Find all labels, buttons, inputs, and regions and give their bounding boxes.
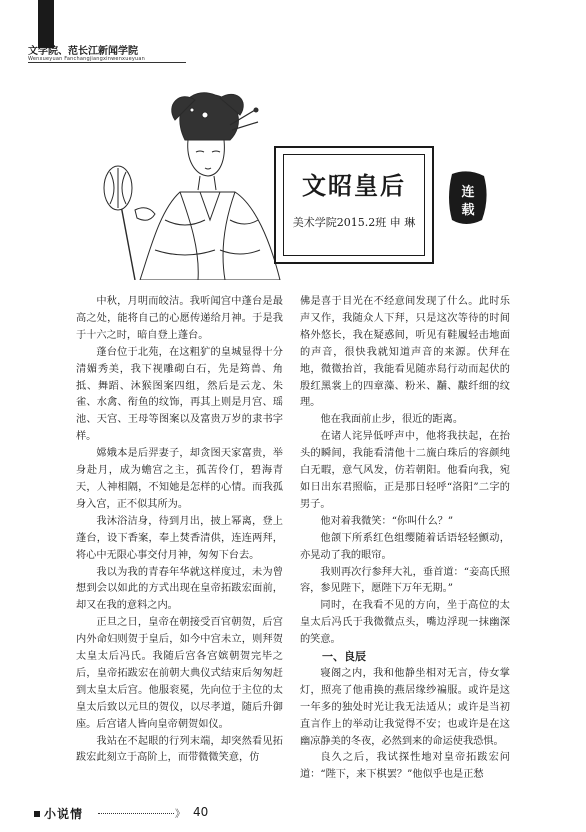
header-rule — [28, 62, 186, 63]
paragraph: 寝阁之内，我和他静坐相对无言，侍女掌灯，照亮了他甫换的燕居缘纱褊服。或许是这一年多的独处时光让我无法适从；或许是当初直言作上的举动让我觉得不安；也或许是在这幽凉静美的冬夜，必然到来的命运使我恐惧。 — [300, 667, 510, 747]
article-body-right — [300, 294, 510, 784]
paragraph: 嫦娥本是后羿妻子，却贪图天家富贵，举身赴月，成为蟾宫之主，孤苦伶仃，碧海青天，人神相隔，不知她是怎样的心情。而我孤身入宫，正不似其所为。 — [76, 448, 283, 510]
page-number: 40 — [193, 805, 209, 819]
magazine-name: 小说情 — [44, 807, 84, 821]
paragraph: 他在我面前止步，很近的距离。 — [320, 414, 464, 426]
paragraph: 在诸人诧异低呼声中，他将我扶起，在抬头的瞬间，我能看清他十二旒白珠后的容颜纯白无暇，意气风发，仿若朝阳。他看向我，宛如日出东君照临，正是那日轻呼“洛阳”二字的男子。 — [300, 431, 510, 510]
article-byline: 美术学院2015.2班 申 琳 — [292, 216, 416, 229]
article-title: 文昭皇后 — [302, 172, 406, 200]
paragraph: 蓬台位于北苑，在这粗犷的皇城显得十分清媚秀美，我下视雕砌白石，先是筠兽、角抵、舞蹈、沐猴图案四组，然后是云龙、朱雀、水禽、衔鱼的纹饰，再其上则是月宫、瑶池、天宫、王母等图案以及富贵万岁的隶书字样。 — [76, 346, 283, 443]
footer-arrow-icon: 》 — [175, 809, 185, 820]
series-badge — [446, 170, 490, 226]
article-body-left — [76, 294, 283, 767]
footer-dotted-rule — [98, 813, 174, 814]
portrait-illustration — [80, 80, 290, 280]
paragraph: 我以为我的青春年华就这样度过，未为曾想到会以如此的方式出现在皇帝拓跋宏面前，却又在我的意料之内。 — [76, 566, 283, 612]
sidebar-bar — [38, 0, 54, 48]
footer-square-icon — [34, 811, 40, 817]
section-heading: 一、良辰 — [322, 650, 366, 664]
series-label: 连 — [461, 185, 475, 200]
paragraph: 我则再次行参拜大礼，垂首道：“妾高氏照容，参见陛下，愿陛下万年无期。” — [300, 566, 510, 595]
paragraph: 我站在不起眼的行列末端，却突然看见拓跋宏此刻立于高阶上，而带微微笑意，仿 — [76, 735, 283, 764]
paragraph-continued: 佛是喜于目光在不经意间发现了什么。此时乐声又作，我随众人下拜，只是这次等待的时间格外悠长，我在疑惑间，听见有鞋履轻击地面的声音，很快我就知道声音的来源。伏拜在地，微微抬首，我能看见随赤舄行动而起伏的殷红黑裳上的四章藻、粉米、黼、黻纤细的纹理。 — [300, 296, 510, 409]
section-subtitle: Wenxueyuan Fanchangjiangxinwenxueyuan — [28, 56, 146, 62]
section-title: 文学院、范长江新闻学院 — [28, 46, 138, 57]
series-label-second: 载 — [461, 203, 475, 218]
paragraph: 中秋，月明而皎洁。我听闻宫中蓬台是最高之处，能将自己的心愿传递给月神。于是我于十六之时，暗自登上蓬台。 — [76, 296, 283, 341]
paragraph: 良久之后，我试探性地对皇帝拓跋宏问道：“陛下，来下棋罢？”他似乎也是正愁 — [300, 752, 510, 781]
paragraph: 我沐浴洁身，待到月出，披上幂离，登上蓬台，设下香案，奉上焚香清供，连连两拜，将心中无限心事交付月神，匆匆下台去。 — [76, 515, 283, 561]
paragraph: 正旦之日，皇帝在朝接受百官朝贺，后宫内外命妇则贺于皇后，如今中宫未立，则拜贺太皇太后冯氏。我随后宫各宫嫔朝贺完毕之后，皇帝拓跋宏在前朝大典仪式结束后匆匆赶到太皇太后宫。他服衮冕，先向位于主位的太皇太后致以元旦的贺仪，以尽孝道，随后升御座。后宫诸人皆向皇帝朝贺如仪。 — [76, 617, 283, 730]
paragraph: 他颌下所系红色组缨随着话语轻轻颤动，亦晃动了我的眼帘。 — [300, 532, 510, 561]
paragraph: 他对着我微笑：“你叫什么？” — [320, 515, 454, 527]
paragraph: 同时，在我看不见的方向，坐于高位的太皇太后冯氏于我微微点头，嘴边浮现一抹幽深的笑意。 — [300, 600, 510, 646]
